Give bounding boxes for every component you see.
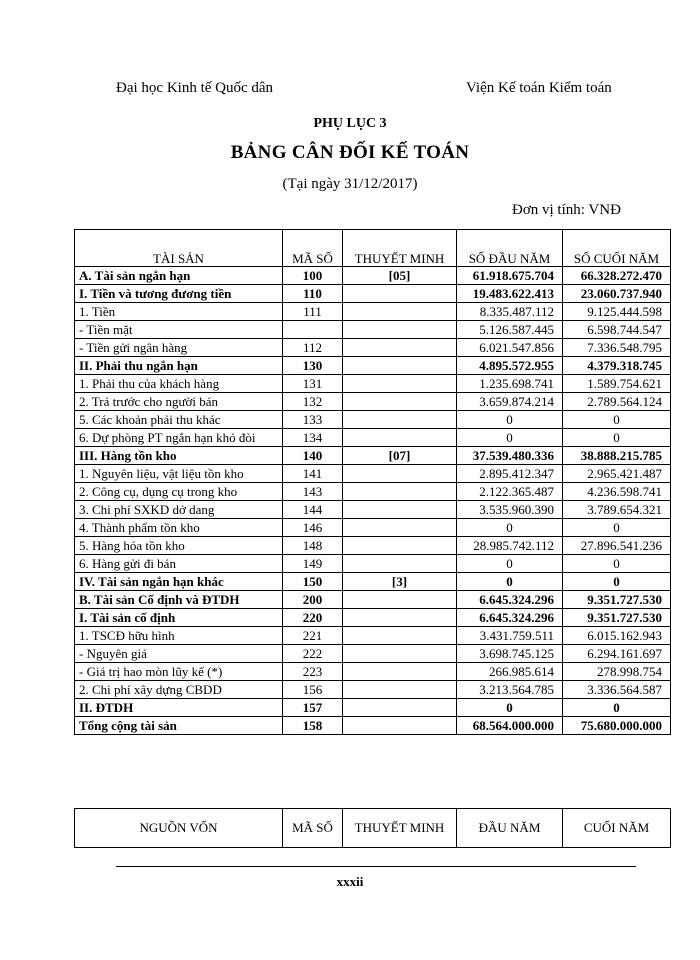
col-header-capital: NGUỒN VỐN xyxy=(75,809,283,848)
cell-code: 148 xyxy=(283,537,343,555)
cell-begin-value: 0 xyxy=(457,699,563,717)
cell-note xyxy=(343,303,457,321)
cell-end-value: 1.589.754.621 xyxy=(563,375,671,393)
table-row xyxy=(75,663,671,681)
cell-note: [07] xyxy=(343,447,457,465)
cell-end-value: 23.060.737.940 xyxy=(563,285,671,303)
cell-end-value: 6.598.744.547 xyxy=(563,321,671,339)
cell-end-value: 0 xyxy=(563,699,671,717)
table-row xyxy=(75,573,671,591)
cell-asset-name: 5. Hàng hóa tồn kho xyxy=(75,537,283,555)
cell-begin-value: 61.918.675.704 xyxy=(457,267,563,285)
table-row xyxy=(75,465,671,483)
cell-code: 141 xyxy=(283,465,343,483)
cell-asset-name: 6. Hàng gửi đi bán xyxy=(75,555,283,573)
cell-asset-name: 5. Các khoản phải thu khác xyxy=(75,411,283,429)
cell-asset-name: 1. TSCĐ hữu hình xyxy=(75,627,283,645)
cell-code: 200 xyxy=(283,591,343,609)
cell-end-value: 0 xyxy=(563,429,671,447)
table-row xyxy=(75,447,671,465)
cell-begin-value: 3.535.960.390 xyxy=(457,501,563,519)
cell-asset-name: B. Tài sản Cố định và ĐTDH xyxy=(75,591,283,609)
cell-note xyxy=(343,645,457,663)
cell-asset-name: - Tiền mặt xyxy=(75,321,283,339)
cell-note xyxy=(343,663,457,681)
cell-note xyxy=(343,591,457,609)
page-number: xxxii xyxy=(336,874,364,889)
cell-asset-name: 2. Công cụ, dụng cụ trong kho xyxy=(75,483,283,501)
cell-code: 132 xyxy=(283,393,343,411)
cell-note xyxy=(343,555,457,573)
cell-end-value: 0 xyxy=(563,519,671,537)
cell-end-value: 278.998.754 xyxy=(563,663,671,681)
cell-note xyxy=(343,609,457,627)
cell-end-value: 3.336.564.587 xyxy=(563,681,671,699)
cell-note xyxy=(343,411,457,429)
table-row xyxy=(75,645,671,663)
table-row xyxy=(75,393,671,411)
cell-code: 100 xyxy=(283,267,343,285)
cell-note xyxy=(343,699,457,717)
cell-begin-value: 6.021.547.856 xyxy=(457,339,563,357)
col-header-note: THUYẾT MINH xyxy=(343,230,457,267)
cell-note: [05] xyxy=(343,267,457,285)
table-row xyxy=(75,537,671,555)
cell-end-value: 7.336.548.795 xyxy=(563,339,671,357)
cell-code: 134 xyxy=(283,429,343,447)
cell-asset-name: 3. Chi phí SXKD dở dang xyxy=(75,501,283,519)
cell-begin-value: 2.122.365.487 xyxy=(457,483,563,501)
cell-asset-name: 1. Phải thu của khách hàng xyxy=(75,375,283,393)
cell-code: 156 xyxy=(283,681,343,699)
col-header-end: SỐ CUỐI NĂM xyxy=(563,230,671,267)
cell-code: 157 xyxy=(283,699,343,717)
cell-begin-value: 0 xyxy=(457,555,563,573)
col-header-note: THUYẾT MINH xyxy=(343,809,457,848)
cell-asset-name: 2. Chi phí xây dựng CBDD xyxy=(75,681,283,699)
cell-note xyxy=(343,285,457,303)
table-row xyxy=(75,303,671,321)
cell-end-value: 4.236.598.741 xyxy=(563,483,671,501)
cell-begin-value: 0 xyxy=(457,573,563,591)
table-row xyxy=(75,339,671,357)
cell-note xyxy=(343,537,457,555)
cell-code: 110 xyxy=(283,285,343,303)
assets-table xyxy=(74,229,671,735)
cell-asset-name: I. Tiền và tương đương tiền xyxy=(75,285,283,303)
cell-begin-value: 6.645.324.296 xyxy=(457,591,563,609)
cell-code: 223 xyxy=(283,663,343,681)
table-row xyxy=(75,699,671,717)
cell-begin-value: 3.659.874.214 xyxy=(457,393,563,411)
cell-end-value: 9.351.727.530 xyxy=(563,591,671,609)
cell-asset-name: IV. Tài sản ngắn hạn khác xyxy=(75,573,283,591)
cell-code: 133 xyxy=(283,411,343,429)
cell-end-value: 4.379.318.745 xyxy=(563,357,671,375)
table-row xyxy=(75,591,671,609)
cell-note xyxy=(343,627,457,645)
cell-asset-name: 4. Thành phẩm tồn kho xyxy=(75,519,283,537)
table-row xyxy=(75,519,671,537)
cell-asset-name: - Tiền gửi ngân hàng xyxy=(75,339,283,357)
cell-asset-name: 1. Nguyên liệu, vật liệu tồn kho xyxy=(75,465,283,483)
cell-end-value: 0 xyxy=(563,411,671,429)
cell-begin-value: 6.645.324.296 xyxy=(457,609,563,627)
table-row xyxy=(75,627,671,645)
cell-asset-name: - Giá trị hao mòn lũy kế (*) xyxy=(75,663,283,681)
table-row xyxy=(75,681,671,699)
cell-end-value: 6.294.161.697 xyxy=(563,645,671,663)
cell-begin-value: 28.985.742.112 xyxy=(457,537,563,555)
cell-begin-value: 0 xyxy=(457,519,563,537)
page-title: BẢNG CÂN ĐỐI KẾ TOÁN xyxy=(230,142,470,163)
cell-end-value: 66.328.272.470 xyxy=(563,267,671,285)
cell-end-value: 9.125.444.598 xyxy=(563,303,671,321)
cell-note xyxy=(343,717,457,735)
cell-code: 112 xyxy=(283,339,343,357)
cell-asset-name: II. Phải thu ngắn hạn xyxy=(75,357,283,375)
table-row xyxy=(75,483,671,501)
cell-begin-value: 0 xyxy=(457,411,563,429)
cell-begin-value: 19.483.622.413 xyxy=(457,285,563,303)
col-header-begin: ĐẦU NĂM xyxy=(457,809,563,848)
cell-begin-value: 3.431.759.511 xyxy=(457,627,563,645)
assets-table-body xyxy=(75,267,671,735)
cell-asset-name: A. Tài sản ngắn hạn xyxy=(75,267,283,285)
cell-asset-name: 2. Trả trước cho người bán xyxy=(75,393,283,411)
cell-code: 220 xyxy=(283,609,343,627)
table-row xyxy=(75,267,671,285)
cell-asset-name: - Nguyên giá xyxy=(75,645,283,663)
table-row xyxy=(75,501,671,519)
cell-code: 146 xyxy=(283,519,343,537)
cell-note xyxy=(343,483,457,501)
cell-note xyxy=(343,501,457,519)
cell-end-value: 0 xyxy=(563,573,671,591)
cell-end-value: 3.789.654.321 xyxy=(563,501,671,519)
cell-end-value: 9.351.727.530 xyxy=(563,609,671,627)
cell-end-value: 27.896.541.236 xyxy=(563,537,671,555)
table-row xyxy=(75,321,671,339)
cell-begin-value: 8.335.487.112 xyxy=(457,303,563,321)
appendix-label: PHỤ LỤC 3 xyxy=(313,116,387,131)
col-header-end: CUỐI NĂM xyxy=(563,809,671,848)
table-row xyxy=(75,429,671,447)
cell-note xyxy=(343,357,457,375)
col-header-code: MÃ SỐ xyxy=(283,230,343,267)
cell-end-value: 6.015.162.943 xyxy=(563,627,671,645)
cell-note xyxy=(343,393,457,411)
cell-note xyxy=(343,339,457,357)
capital-table xyxy=(74,808,671,848)
cell-end-value: 0 xyxy=(563,555,671,573)
cell-code: 149 xyxy=(283,555,343,573)
cell-asset-name: I. Tài sản cố định xyxy=(75,609,283,627)
cell-code: 158 xyxy=(283,717,343,735)
col-header-assets: TÀI SẢN xyxy=(75,230,283,267)
capital-header-row xyxy=(75,809,671,848)
cell-note: [3] xyxy=(343,573,457,591)
cell-asset-name: Tổng cộng tài sản xyxy=(75,717,283,735)
cell-note xyxy=(343,519,457,537)
cell-code: 111 xyxy=(283,303,343,321)
cell-code: 144 xyxy=(283,501,343,519)
cell-end-value: 38.888.215.785 xyxy=(563,447,671,465)
university-name: Đại học Kinh tế Quốc dân xyxy=(116,80,274,96)
table-row xyxy=(75,555,671,573)
cell-asset-name: 1. Tiền xyxy=(75,303,283,321)
cell-end-value: 2.965.421.487 xyxy=(563,465,671,483)
cell-asset-name: 6. Dự phòng PT ngắn hạn khó đòi xyxy=(75,429,283,447)
cell-end-value: 75.680.000.000 xyxy=(563,717,671,735)
cell-asset-name: III. Hàng tồn kho xyxy=(75,447,283,465)
table-row xyxy=(75,285,671,303)
cell-begin-value: 4.895.572.955 xyxy=(457,357,563,375)
cell-code: 131 xyxy=(283,375,343,393)
cell-begin-value: 68.564.000.000 xyxy=(457,717,563,735)
table-row xyxy=(75,609,671,627)
cell-note xyxy=(343,465,457,483)
table-row xyxy=(75,357,671,375)
cell-begin-value: 3.698.745.125 xyxy=(457,645,563,663)
cell-begin-value: 5.126.587.445 xyxy=(457,321,563,339)
cell-asset-name: II. ĐTDH xyxy=(75,699,283,717)
cell-code xyxy=(283,321,343,339)
cell-begin-value: 0 xyxy=(457,429,563,447)
currency-unit: Đơn vị tính: VNĐ xyxy=(512,202,621,218)
footer-divider xyxy=(116,866,636,867)
col-header-code: MÃ SỐ xyxy=(283,809,343,848)
assets-header-row xyxy=(75,230,671,267)
cell-code: 130 xyxy=(283,357,343,375)
col-header-begin: SỐ ĐẦU NĂM xyxy=(457,230,563,267)
cell-code: 221 xyxy=(283,627,343,645)
cell-begin-value: 37.539.480.336 xyxy=(457,447,563,465)
table-row xyxy=(75,375,671,393)
cell-code: 140 xyxy=(283,447,343,465)
cell-begin-value: 266.985.614 xyxy=(457,663,563,681)
cell-begin-value: 1.235.698.741 xyxy=(457,375,563,393)
cell-note xyxy=(343,375,457,393)
cell-code: 150 xyxy=(283,573,343,591)
table-row xyxy=(75,717,671,735)
institute-name: Viện Kế toán Kiểm toán xyxy=(466,80,612,96)
cell-begin-value: 2.895.412.347 xyxy=(457,465,563,483)
cell-code: 222 xyxy=(283,645,343,663)
cell-begin-value: 3.213.564.785 xyxy=(457,681,563,699)
table-row xyxy=(75,411,671,429)
cell-code: 143 xyxy=(283,483,343,501)
cell-end-value: 2.789.564.124 xyxy=(563,393,671,411)
report-date: (Tại ngày 31/12/2017) xyxy=(282,176,418,192)
cell-note xyxy=(343,321,457,339)
cell-note xyxy=(343,429,457,447)
cell-note xyxy=(343,681,457,699)
